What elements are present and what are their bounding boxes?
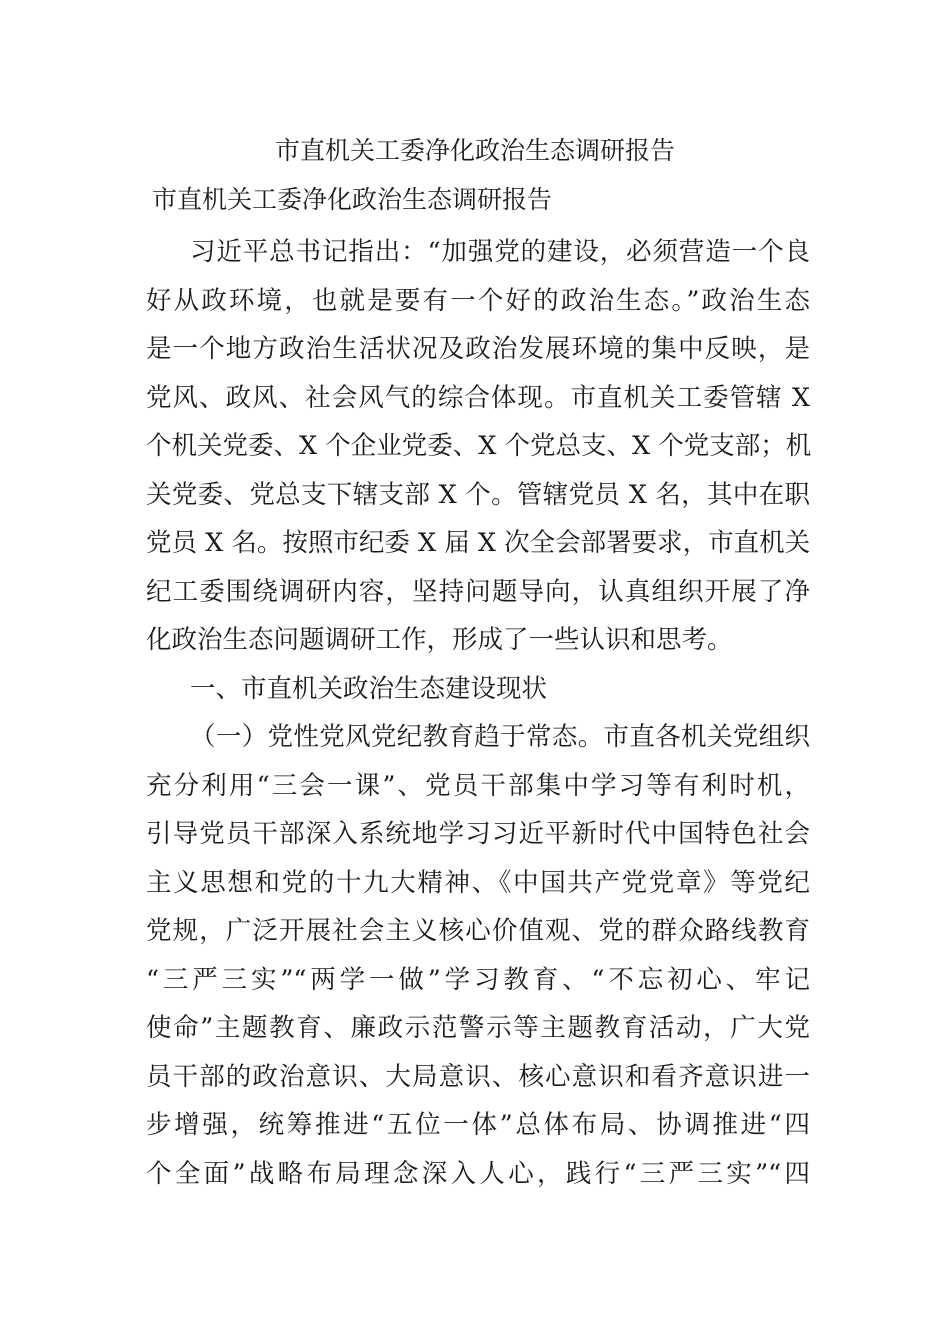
paragraph-line: （一）党性党风党纪教育趋于常态。市直各机关党组织 [190, 722, 810, 752]
paragraph-line: 使命”主题教育、廉政示范警示等主题教育活动，广大党 [146, 1013, 810, 1043]
paragraph-line: 党风、政风、社会风气的综合体现。市直机关工委管辖 X [146, 382, 810, 413]
paragraph-line: 习近平总书记指出：“加强党的建设，必须营造一个良 [190, 237, 810, 267]
paragraph-line: 是一个地方政治生活状况及政治发展环境的集中反映，是 [146, 334, 810, 364]
paragraph-line: 步增强，统筹推进“五位一体”总体布局、协调推进“四 [146, 1110, 810, 1140]
paragraph-line: 关党委、党总支下辖支部 X 个。管辖党员 X 名，其中在职 [146, 479, 810, 510]
paragraph-line: “三严三实”“两学一做”学习教育、“不忘初心、牢记 [146, 964, 810, 995]
paragraph-line: 好从政环境，也就是要有一个好的政治生态。”政治生态 [146, 285, 810, 316]
paragraph-line: 党规，广泛开展社会主义核心价值观、党的群众路线教育 [146, 916, 810, 946]
paragraph-line: 充分利用“三会一课”、党员干部集中学习等有利时机， [146, 770, 810, 801]
document-subtitle: 市直机关工委净化政治生态调研报告 [152, 185, 553, 214]
section-heading: 一、市直机关政治生态建设现状 [190, 673, 548, 704]
paragraph-line: 主义思想和党的十九大精神、《中国共产党党章》等党纪 [146, 867, 810, 898]
paragraph-line: 党员 X 名。按照市纪委 X 届 X 次全会部署要求，市直机关 [146, 528, 811, 558]
document-title: 市直机关工委净化政治生态调研报告 [274, 136, 675, 165]
document-body [146, 228, 810, 1198]
paragraph-line: 个机关党委、X 个企业党委、X 个党总支、X 个党支部；机 [146, 431, 812, 461]
paragraph-line: 员干部的政治意识、大局意识、核心意识和看齐意识进一 [146, 1061, 810, 1092]
paragraph-line: 纪工委围绕调研内容，坚持问题导向，认真组织开展了净 [146, 576, 810, 607]
paragraph-line: 个全面”战略布局理念深入人心，践行“三严三实”“四 [146, 1158, 810, 1189]
paragraph-line: 化政治生态问题调研工作，形成了一些认识和思考。 [146, 625, 733, 655]
paragraph-line: 引导党员干部深入系统地学习习近平新时代中国特色社会 [146, 819, 810, 849]
